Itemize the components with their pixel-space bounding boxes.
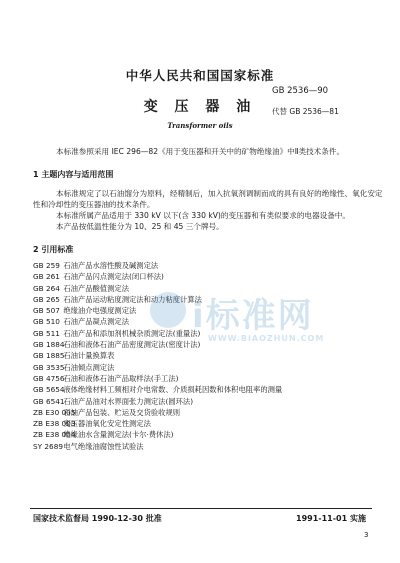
ref-code: GB 264 bbox=[33, 283, 60, 293]
implementation-date: 1991-11-01 实施 bbox=[296, 514, 366, 523]
ref-title: 石油产品包装、贮运及交货验收规则 bbox=[63, 407, 181, 417]
ref-title: 石油产品凝点测定法 bbox=[63, 317, 129, 327]
list-item bbox=[33, 429, 282, 440]
ref-title: 石油产品油对水界面张力测定法(圆环法) bbox=[63, 396, 194, 406]
list-item bbox=[33, 350, 282, 361]
footer-divider bbox=[30, 508, 372, 509]
ref-code: GB 510 bbox=[33, 317, 60, 327]
list-item bbox=[33, 396, 282, 407]
ref-title: 石油产品酸值测定法 bbox=[63, 283, 129, 293]
ref-code: GB 3535 bbox=[33, 362, 65, 372]
section-1-para-a-line-2: 性和冷却性的变压器油的技术条件。 bbox=[33, 200, 155, 209]
watermark-brand: i标准网 bbox=[192, 296, 314, 336]
national-standard-heading: 中华人民共和国国家标准 bbox=[125, 68, 275, 83]
supersedes-note: 代替 GB 2536—81 bbox=[272, 107, 339, 116]
ref-code: GB 4756 bbox=[33, 373, 65, 383]
english-title: Transformer oils bbox=[167, 121, 233, 130]
ref-title: 石油产品运动粘度测定法和动力粘度计算法 bbox=[63, 294, 202, 304]
list-item bbox=[33, 260, 282, 271]
ref-title: 石油产品和添加剂机械杂质测定法(重量法) bbox=[63, 328, 201, 338]
ref-title: 石油产品闪点测定法(闭口杯法) bbox=[63, 272, 164, 282]
approval-note: 国家技术监督局 1990-12-30 批准 bbox=[33, 514, 162, 523]
page-title: 变 压 器 油 bbox=[143, 99, 257, 115]
ref-title: 绝缘油水含量测定法(卡尔·费休法) bbox=[63, 430, 174, 440]
ref-code: ZB E30 005 bbox=[33, 407, 76, 417]
watermark-url: WWW.BIAOZHUN.COM bbox=[208, 334, 325, 343]
list-item bbox=[33, 407, 282, 418]
ref-title: 变压器油氧化安定性测定法 bbox=[63, 419, 151, 429]
list-item bbox=[33, 362, 282, 373]
list-item bbox=[33, 441, 282, 452]
ref-title: 绝缘油介电强度测定法 bbox=[63, 306, 137, 316]
ref-code: SY 2689 bbox=[33, 441, 63, 451]
ref-code: GB 259 bbox=[33, 261, 60, 270]
ref-title: 电气绝缘油腐蚀性试验法 bbox=[63, 441, 144, 451]
list-item bbox=[33, 384, 282, 395]
list-item bbox=[33, 373, 282, 384]
ref-code: ZB E38 003 bbox=[33, 419, 76, 429]
page-number: 3 bbox=[364, 531, 369, 539]
section-1-para-b: 本标准所属产品适用于 330 kV 以下(含 330 kV)的变压器和有类似要求的电器设备中。 bbox=[56, 211, 350, 220]
ref-code: GB 6541 bbox=[33, 396, 65, 406]
intro-paragraph: 本标准参照采用 IEC 296—82《用于变压器和开关中的矿物绝缘油》中Ⅱ类技术条件。 bbox=[56, 147, 345, 156]
ref-title: 石油和液体石油产品取样法(手工法) bbox=[63, 373, 179, 383]
ref-code: GB 1884 bbox=[33, 340, 65, 350]
section-2-heading: 2 引用标准 bbox=[33, 245, 74, 254]
ref-title: 石油倾点测定法 bbox=[63, 362, 115, 372]
list-item bbox=[33, 418, 282, 429]
list-item bbox=[33, 271, 282, 282]
ref-code: GB 507 bbox=[33, 306, 60, 316]
gb-number: GB 2536—90 bbox=[272, 86, 329, 96]
ref-code: GB 511 bbox=[33, 328, 60, 338]
ref-code: GB 1885 bbox=[33, 351, 65, 361]
watermark-logo-icon bbox=[150, 292, 186, 328]
ref-code: GB 261 bbox=[33, 272, 60, 282]
ref-title: 石油和液体石油产品密度测定法(密度计法) bbox=[63, 340, 201, 350]
section-1-para-a-line-1: 本标准规定了以石油馏分为原料，经精制后，加入抗氧剂调制而成的具有良好的绝缘性、氧化安定 bbox=[56, 189, 383, 198]
section-1-para-c: 本产品按低温性能分为 10、25 和 45 三个牌号。 bbox=[56, 222, 224, 231]
section-1-heading: 1 主题内容与适用范围 bbox=[33, 170, 114, 179]
ref-code: GB 265 bbox=[33, 294, 60, 304]
ref-code: ZB E38 004 bbox=[33, 430, 76, 440]
ref-title: 石油产品水溶性酸及碱测定法 bbox=[63, 261, 159, 270]
ref-title: 石油计量换算表 bbox=[63, 351, 115, 361]
ref-code: GB 5654 bbox=[33, 385, 65, 395]
ref-title: 液体绝缘材料工频相对介电常数、介质损耗因数和体积电阻率的测量 bbox=[63, 385, 283, 395]
watermark bbox=[150, 288, 370, 350]
